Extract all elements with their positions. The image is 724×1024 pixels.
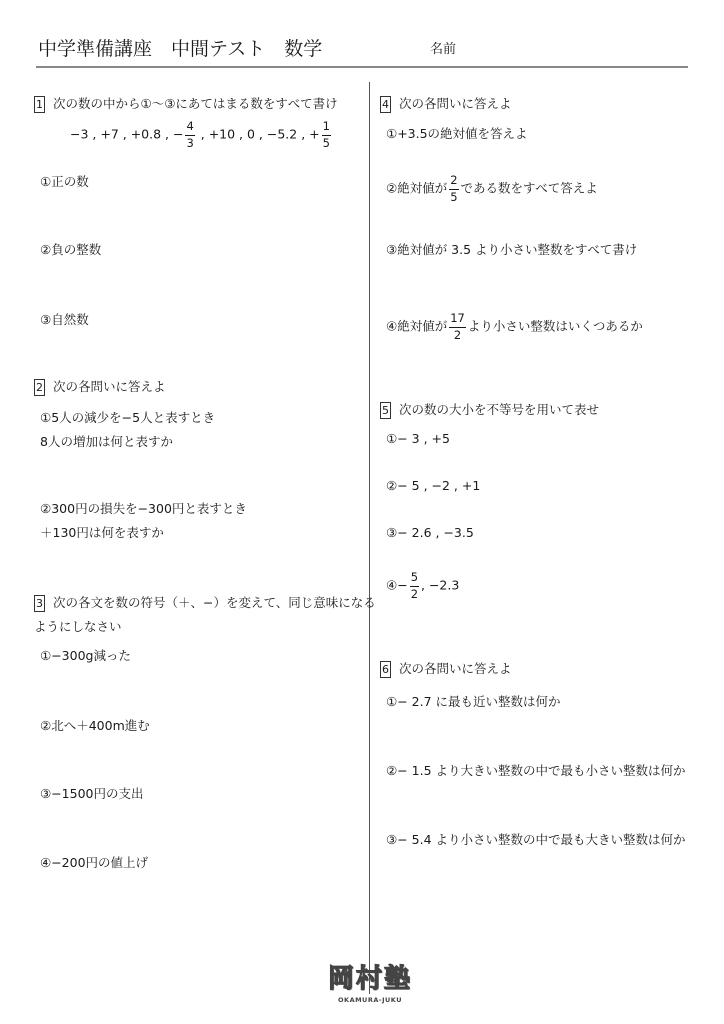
question-5-number: 5: [382, 404, 389, 417]
question-5c: ③− 2.6 , −3.5: [386, 525, 474, 540]
school-logo: [320, 958, 420, 1004]
fraction-2-5: $\frac{2}{5}$: [450, 173, 458, 204]
page-title: 中学準備講座 中間テスト 数学: [38, 38, 323, 60]
question-3c: ③−1500円の支出: [40, 786, 144, 801]
fraction-1-5: $\frac{1}{5}$: [322, 119, 330, 150]
question-3a: ①−300g減った: [40, 648, 131, 663]
question-1-heading: [34, 94, 338, 113]
question-4c: ③絶対値が 3.5 より小さい整数をすべて書け: [386, 242, 638, 257]
question-4b: ②絶対値が $\frac{2}{5}$ である数をすべて答えよ: [386, 173, 598, 204]
number-list-part-2: , +10 , 0 , −5.2 , +: [196, 126, 320, 142]
fraction-4-3: $\frac{4}{3}$: [186, 119, 194, 150]
question-3-number: 3: [36, 597, 43, 610]
question-6-number: 6: [382, 663, 389, 676]
question-5a: ①− 3 , +5: [386, 431, 450, 446]
question-5-heading: [380, 400, 599, 419]
header-divider: [36, 66, 688, 68]
question-1c: ③自然数: [40, 312, 89, 327]
question-1-prompt: 次の数の中から①〜③にあてはまる数をすべて書け: [53, 96, 338, 111]
name-label: 名前: [430, 42, 457, 57]
question-6-heading: [380, 659, 512, 678]
question-3-heading: [34, 593, 376, 612]
question-1-number-list: [70, 121, 333, 149]
question-4-number: 4: [382, 98, 389, 111]
number-list-part-1: −3 , +7 , +0.8 , −: [70, 126, 184, 142]
question-1a: ①正の数: [40, 174, 89, 189]
question-1b: ②負の整数: [40, 242, 102, 257]
question-6b: ②− 1.5 より大きい整数の中で最も小さい整数は何か: [386, 763, 686, 778]
question-2-heading: [34, 377, 166, 396]
question-4-prompt: 次の各問いに答えよ: [399, 96, 512, 111]
question-6a: ①− 2.7 に最も近い整数は何か: [386, 694, 561, 709]
question-4-heading: [380, 94, 512, 113]
question-2b-line1: ②300円の損失を−300円と表すとき: [40, 501, 247, 516]
fraction-17-2: $\frac{17}{2}$: [450, 311, 465, 342]
question-5d: ④− $\frac{5}{2}$ , −2.3: [386, 570, 460, 601]
question-1-number: 1: [36, 98, 43, 111]
question-5-prompt: 次の数の大小を不等号を用いて表せ: [399, 402, 600, 417]
logo-text: 岡村塾: [327, 964, 412, 994]
question-2a-line2: 8人の増加は何と表すか: [40, 434, 173, 449]
question-4d: ④絶対値が $\frac{17}{2}$ より小さい整数はいくつあるか: [386, 311, 643, 342]
fraction-5-2: $\frac{5}{2}$: [410, 570, 419, 601]
question-3d: ④−200円の値上げ: [40, 855, 149, 870]
logo-subtext: OKAMURA-JUKU: [338, 996, 402, 1004]
question-2-number: 2: [36, 381, 43, 394]
question-5b: ②− 5 , −2 , +1: [386, 478, 481, 493]
question-2b-line2: ＋130円は何を表すか: [40, 525, 164, 540]
question-6-prompt: 次の各問いに答えよ: [399, 661, 512, 676]
question-2-prompt: 次の各問いに答えよ: [53, 379, 166, 394]
question-3-prompt-line2: ようにしなさい: [34, 619, 122, 634]
question-3b: ②北へ＋400m進む: [40, 718, 150, 733]
question-6c: ③− 5.4 より小さい整数の中で最も大きい整数は何か: [386, 832, 686, 847]
column-divider: [369, 82, 370, 994]
question-2a-line1: ①5人の減少を−5人と表すとき: [40, 410, 216, 425]
question-4a: ①+3.5の絶対値を答えよ: [386, 126, 528, 141]
question-3-prompt-line1: 次の各文を数の符号（＋、−）を変えて、同じ意味になる: [53, 595, 376, 610]
